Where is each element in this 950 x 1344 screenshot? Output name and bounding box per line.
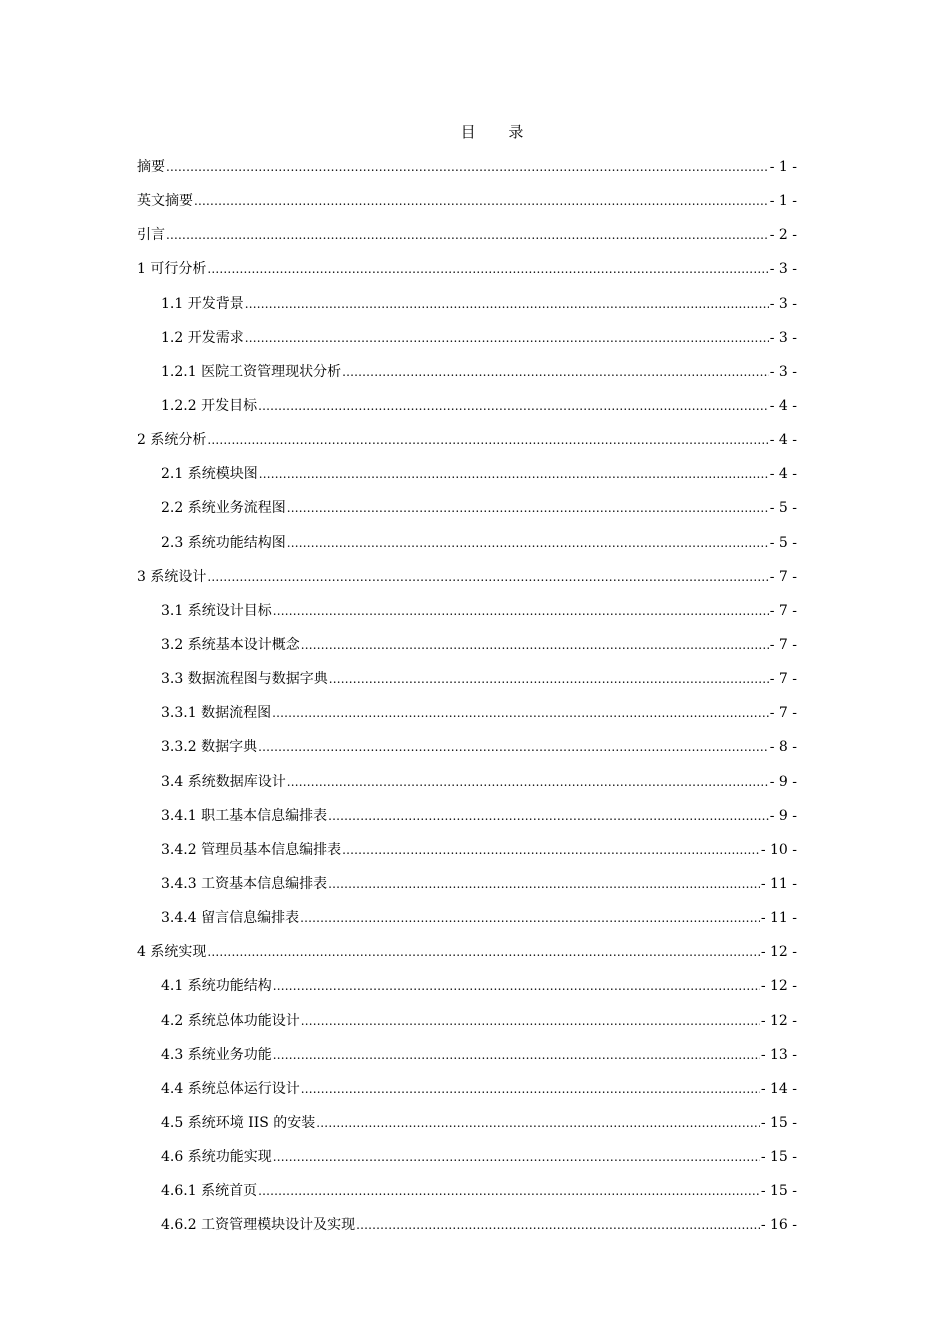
toc-leader-dots (328, 803, 769, 829)
toc-entry-page: - 13 - (760, 1046, 797, 1063)
toc-entry[interactable] (137, 700, 797, 734)
toc-leader-dots (287, 530, 769, 556)
toc-leader-dots (258, 393, 769, 419)
toc-entry-page: - 9 - (769, 807, 797, 824)
toc-entry[interactable] (137, 188, 797, 222)
toc-entry-label: 1.2.2 开发目标 (161, 397, 258, 414)
toc-entry-label: 1 可行分析 (137, 261, 207, 278)
toc-entry-page: - 7 - (769, 705, 797, 722)
toc-leader-dots (301, 632, 769, 658)
toc-entry-page: - 4 - (769, 397, 797, 414)
toc-entry[interactable] (137, 1212, 797, 1246)
toc-entry-page: - 15 - (760, 1114, 797, 1131)
toc-entry-page: - 15 - (760, 1183, 797, 1200)
toc-leader-dots (301, 1076, 760, 1102)
toc-entry[interactable] (137, 871, 797, 905)
toc-entry-label: 3.4.2 管理员基本信息编排表 (161, 841, 342, 858)
toc-entry-label: 3.3.2 数据字典 (161, 739, 258, 756)
toc-leader-dots (273, 973, 760, 999)
toc-entry-label: 英文摘要 (137, 193, 193, 210)
toc-leader-dots (207, 564, 768, 590)
toc-entry-page: - 3 - (769, 295, 797, 312)
toc-list (137, 154, 797, 1247)
toc-entry[interactable] (137, 495, 797, 529)
toc-leader-dots (300, 905, 760, 931)
toc-leader-dots (245, 291, 769, 317)
toc-entry-label: 3.1 系统设计目标 (161, 602, 272, 619)
toc-entry-label: 1.2.1 医院工资管理现状分析 (161, 363, 342, 380)
toc-leader-dots (328, 871, 760, 897)
toc-entry[interactable] (137, 598, 797, 632)
toc-entry[interactable] (137, 769, 797, 803)
toc-entry-label: 3.4.4 留言信息编排表 (161, 910, 300, 927)
toc-entry-label: 2.3 系统功能结构图 (161, 534, 286, 551)
toc-title: 目 录 (460, 123, 538, 141)
toc-leader-dots (272, 700, 769, 726)
toc-entry-page: - 2 - (769, 227, 797, 244)
toc-entry-label: 3.4.3 工资基本信息编排表 (161, 875, 328, 892)
toc-entry-page: - 10 - (760, 841, 797, 858)
toc-leader-dots (301, 1008, 760, 1034)
toc-entry[interactable] (137, 256, 797, 290)
toc-entry-page: - 11 - (760, 910, 797, 927)
toc-entry[interactable] (137, 803, 797, 837)
toc-entry-label: 3.4.1 职工基本信息编排表 (161, 807, 328, 824)
toc-entry-label: 摘要 (137, 159, 165, 175)
toc-leader-dots (194, 188, 769, 214)
toc-entry[interactable] (137, 1008, 797, 1042)
toc-entry-label: 3.4 系统数据库设计 (161, 773, 286, 790)
toc-entry-page: - 4 - (769, 432, 797, 449)
toc-entry[interactable] (137, 359, 797, 393)
toc-entry-page: - 14 - (760, 1080, 797, 1097)
toc-entry-page: - 3 - (769, 329, 797, 346)
toc-entry[interactable] (137, 222, 797, 256)
toc-entry-page: - 9 - (769, 773, 797, 790)
toc-leader-dots (342, 359, 769, 385)
toc-entry-label: 4.6 系统功能实现 (161, 1149, 272, 1166)
toc-entry-label: 引言 (137, 227, 165, 244)
toc-entry[interactable] (137, 427, 797, 461)
toc-entry-label: 4.5 系统环境 IIS 的安装 (161, 1114, 316, 1131)
toc-entry-page: - 7 - (769, 671, 797, 688)
toc-entry-label: 1.1 开发背景 (161, 295, 244, 312)
toc-leader-dots (207, 256, 768, 282)
toc-entry-page: - 7 - (769, 636, 797, 653)
toc-leader-dots (258, 734, 769, 760)
toc-entry-page: - 15 - (760, 1149, 797, 1166)
toc-entry[interactable] (137, 666, 797, 700)
toc-entry-page: - 7 - (769, 568, 797, 585)
toc-entry[interactable] (137, 837, 797, 871)
toc-entry-label: 4 系统实现 (137, 944, 207, 961)
toc-leader-dots (329, 666, 769, 692)
toc-entry-label: 4.4 系统总体运行设计 (161, 1080, 300, 1097)
toc-entry[interactable] (137, 461, 797, 495)
toc-leader-dots (273, 598, 769, 624)
toc-entry-page: - 3 - (769, 363, 797, 380)
toc-entry-label: 1.2 开发需求 (161, 329, 244, 346)
toc-entry-page: - 16 - (760, 1217, 797, 1234)
toc-entry-page: - 12 - (760, 1012, 797, 1029)
toc-entry[interactable] (137, 564, 797, 598)
toc-leader-dots (273, 1042, 760, 1068)
toc-entry[interactable] (137, 973, 797, 1007)
toc-entry[interactable] (137, 530, 797, 564)
toc-entry[interactable] (137, 154, 797, 188)
toc-entry-page: - 8 - (769, 739, 797, 756)
toc-entry-label: 2.2 系统业务流程图 (161, 500, 286, 517)
toc-entry-label: 3.3 数据流程图与数据字典 (161, 671, 328, 688)
toc-entry-page: - 12 - (760, 978, 797, 995)
toc-entry[interactable] (137, 1076, 797, 1110)
toc-entry[interactable] (137, 325, 797, 359)
toc-leader-dots (166, 222, 769, 248)
toc-entry-label: 2 系统分析 (137, 432, 207, 449)
toc-entry-label: 4.1 系统功能结构 (161, 978, 272, 995)
toc-leader-dots (316, 1110, 760, 1136)
toc-entry-page: - 1 - (769, 159, 797, 175)
toc-entry-page: - 5 - (769, 534, 797, 551)
toc-entry-page: - 7 - (769, 602, 797, 619)
toc-leader-dots (342, 837, 760, 863)
toc-entry[interactable] (137, 393, 797, 427)
toc-leader-dots (207, 939, 759, 965)
toc-entry[interactable] (137, 1178, 797, 1212)
toc-entry[interactable] (137, 632, 797, 666)
toc-entry-page: - 12 - (760, 944, 797, 961)
toc-leader-dots (245, 325, 769, 351)
toc-entry-label: 3.3.1 数据流程图 (161, 705, 272, 722)
toc-entry-label: 2.1 系统模块图 (161, 466, 258, 483)
toc-leader-dots (259, 461, 769, 487)
toc-entry-label: 4.3 系统业务功能 (161, 1046, 272, 1063)
toc-leader-dots (258, 1178, 760, 1204)
toc-leader-dots (273, 1144, 760, 1170)
toc-entry[interactable] (137, 734, 797, 768)
toc-entry-page: - 5 - (769, 500, 797, 517)
toc-entry[interactable] (137, 1042, 797, 1076)
toc-entry-label: 4.6.1 系统首页 (161, 1183, 258, 1200)
toc-leader-dots (166, 154, 769, 180)
toc-leader-dots (287, 769, 769, 795)
toc-leader-dots (207, 427, 768, 453)
toc-entry[interactable] (137, 1110, 797, 1144)
toc-entry-label: 4.6.2 工资管理模块设计及实现 (161, 1217, 356, 1234)
toc-entry-page: - 11 - (760, 875, 797, 892)
toc-entry-label: 3 系统设计 (137, 568, 207, 585)
toc-entry-page: - 4 - (769, 466, 797, 483)
toc-leader-dots (287, 495, 769, 521)
toc-entry[interactable] (137, 905, 797, 939)
toc-leader-dots (356, 1212, 760, 1238)
toc-entry-label: 4.2 系统总体功能设计 (161, 1012, 300, 1029)
toc-entry-label: 3.2 系统基本设计概念 (161, 636, 300, 653)
toc-entry[interactable] (137, 1144, 797, 1178)
toc-entry-page: - 3 - (769, 261, 797, 278)
toc-entry[interactable] (137, 939, 797, 973)
toc-entry[interactable] (137, 291, 797, 325)
toc-entry-page: - 1 - (769, 193, 797, 210)
